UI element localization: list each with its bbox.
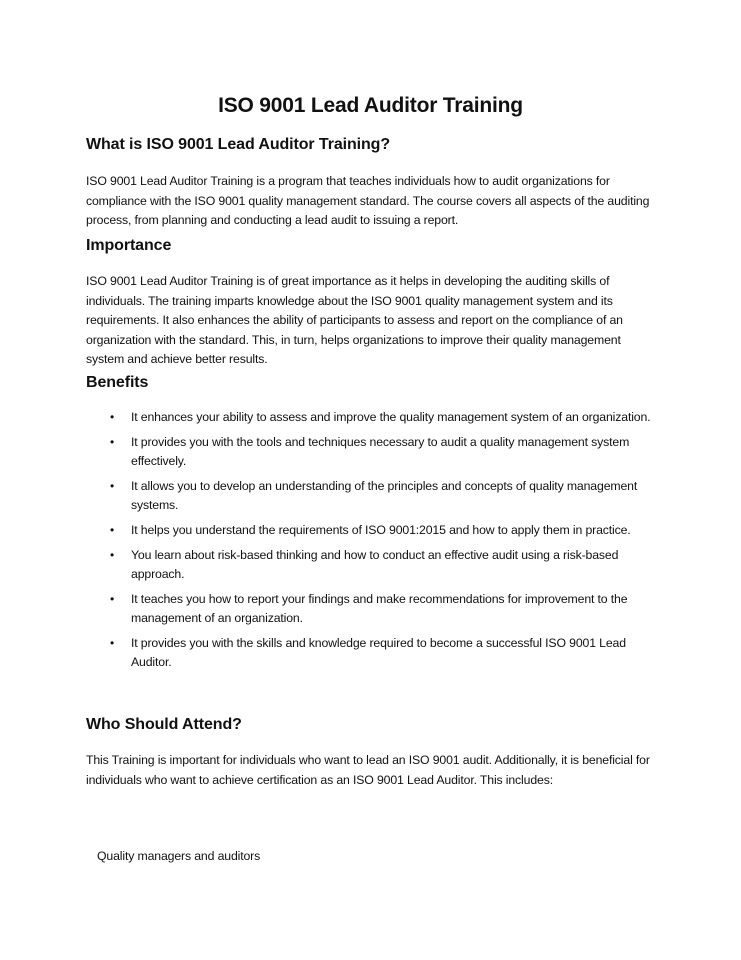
section-heading-importance: Importance [86, 237, 172, 254]
list-item-text: It provides you with the tools and techniques necessary to audit a quality management system effectively. [131, 435, 630, 468]
bullet-icon: • [110, 636, 115, 650]
bullet-icon: • [110, 410, 115, 424]
list-item [86, 408, 652, 427]
list-item [86, 546, 652, 584]
list-item-text: It provides you with the skills and knowledge required to become a successful ISO 9001 Lead Auditor. [131, 636, 626, 669]
section-heading-benefits: Benefits [86, 374, 149, 391]
section-body-importance: ISO 9001 Lead Auditor Training is of great importance as it helps in developing the auditing skills of individuals. The training imparts knowledge about the ISO 9001 quality management system and its requirements. It also enhances the ability of participants to assess and report on the compliance of an organization with the standard. This, in turn, helps organizations to improve their quality management system and achieve better results. [86, 274, 623, 366]
list-item [86, 634, 652, 672]
list-item-text: It teaches you how to report your findings and make recommendations for improvement to the management of an organization. [131, 592, 628, 625]
section-body-what-is: ISO 9001 Lead Auditor Training is a program that teaches individuals how to audit organizations for compliance with the ISO 9001 quality management standard. The course covers all aspects of the auditing process, from planning and conducting a lead audit to issuing a report. [86, 174, 650, 227]
list-item [86, 521, 652, 540]
document-title: ISO 9001 Lead Auditor Training [218, 94, 523, 117]
bullet-icon: • [110, 435, 115, 449]
list-item-text: It helps you understand the requirements of ISO 9001:2015 and how to apply them in practice. [131, 523, 631, 537]
bullet-icon: • [110, 523, 115, 537]
list-item-text: It allows you to develop an understanding of the principles and concepts of quality management systems. [131, 479, 638, 512]
section-heading-who-should-attend: Who Should Attend? [86, 716, 242, 733]
list-item-text: You learn about risk-based thinking and how to conduct an effective audit using a risk-based approach. [131, 548, 619, 581]
list-item [86, 433, 652, 471]
list-item [86, 477, 652, 515]
list-item [86, 590, 652, 628]
list-item-text: It enhances your ability to assess and improve the quality management system of an organization. [131, 410, 651, 424]
bullet-icon: • [110, 592, 115, 606]
bullet-icon: • [110, 479, 115, 493]
bullet-icon: • [110, 548, 115, 562]
section-body-who-should-attend: This Training is important for individuals who want to lead an ISO 9001 audit. Additionally, it is beneficial for individuals who want to achieve certification as an ISO 9001 Lead Auditor. This includes: [86, 753, 650, 787]
benefits-list [86, 408, 652, 678]
attendee-item: Quality managers and auditors [97, 849, 261, 863]
section-heading-what-is: What is ISO 9001 Lead Auditor Training? [86, 136, 390, 153]
